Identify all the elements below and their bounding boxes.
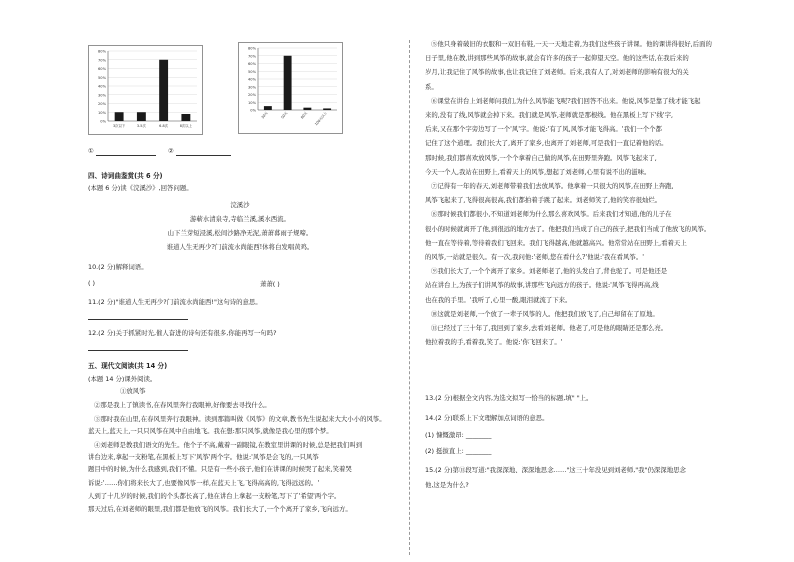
poem-line: 游蕲水清泉寺,寺临兰溪,溪水西流。 <box>190 215 290 223</box>
y-tick-label: 70% <box>248 54 256 59</box>
poem-title: 浣溪沙 <box>230 201 250 209</box>
poem-intro: (本题 6 分)读《浣溪沙》,回答问题。 <box>88 184 193 192</box>
passage-line: 他一直在等待着,等待着我们飞回来。我们飞得越高,他就越高兴。他常常站在田野上,看着天上 <box>425 238 687 247</box>
passage-line: 讲台边来,拿起一支粉笔,在黑板上写下'风筝'两个字。他说:'风筝是会飞的,一只风筝 <box>88 453 319 461</box>
bar-chart-2 <box>238 42 343 134</box>
passage-title: ①放风筝 <box>120 387 146 395</box>
passage-line: 那天过后,在刘老师的眼里,我们都是他放飞的风筝。我们长大了,一个个离开了家乡,飞向远方。 <box>88 505 352 513</box>
bar <box>284 56 292 110</box>
y-tick-label: 20% <box>248 93 256 97</box>
bar <box>137 112 146 121</box>
passage-line: 诉说:'……你们将来长大了,也要像风筝一样,在蓝天上飞,飞得高高的,飞得远远的。' <box>88 479 320 487</box>
y-tick-label: 0% <box>250 108 256 113</box>
chart-label-1: ① <box>88 147 94 155</box>
y-tick-label: 80% <box>98 49 106 54</box>
chart-label-2: ② <box>168 147 174 155</box>
passage-line: 站在讲台上,为孩子们讲风筝的故事,讲那些飞向远方的孩子。他说:'风筝飞得再高,线 <box>425 281 659 290</box>
passage-line: ⑩这就是刘老师,一个放了一辈子风筝的人。他把我们放飞了,自己却留在了原地。 <box>431 309 659 318</box>
passage-line: 也在我的手里。'我听了,心里一酸,眼泪就流了下来。 <box>425 295 572 304</box>
y-tick-label: 40% <box>248 77 256 82</box>
question-14-2: (2) 挺拔直上: ________ <box>425 447 492 455</box>
y-tick-label: 30% <box>248 85 256 90</box>
question-10: 10.(2 分)解释词语。 <box>88 263 148 271</box>
y-tick-label: 60% <box>248 62 256 66</box>
x-tick-label: 6-8次 <box>159 124 169 128</box>
y-tick-label: 40% <box>98 84 106 89</box>
passage-line: ⑤他只身着破旧的衣服和一双旧布鞋,一天一天地走着,为我们这些孩子讲课。他的课讲得很好,后面的 <box>431 40 712 48</box>
passage-line: 蓝天上,蓝天上,一只只风筝在风中自由地飞。我在想:那只风筝,就像是我心里的那个梦。 <box>88 427 333 435</box>
question-11: 11.(2 分)"谁道人生无再少?门前流水尚能西!"这句诗的意思。 <box>88 298 262 306</box>
passage-line: ②那是我上了镇读书,在春风里奔行我眼神,好像要去寻找什么。 <box>94 401 271 409</box>
passage-line: ⑪已经过了三十年了,我回到了家乡,去看刘老师。他老了,可是他的眼睛还是那么亮。 <box>431 324 668 332</box>
passage-line: 很小的时候就离开了他,到很远的地方去了。他把我们当成了自己的孩子,把我们当成了他放飞的风筝。 <box>425 224 711 233</box>
bar <box>159 60 168 121</box>
y-tick-label: 80% <box>248 46 256 51</box>
passage-line: 人到了十几岁的时候,我们的个头都长高了,他在讲台上拿起一支粉笔,写下了'希望'两个字。 <box>88 492 341 500</box>
passage-line: 题目中的时候,为什么我感到,我们不懂。只是有一些小孩子,他们在讲课的时候哭了起来,笑着哭 <box>88 465 352 473</box>
bar-chart-1 <box>88 45 203 135</box>
question-15-continued: 他,这是为什么? <box>425 481 469 489</box>
answer-line <box>176 155 231 156</box>
y-tick-label: 10% <box>248 100 256 105</box>
passage-line: 岁月,让我记住了风筝的故事,也让我记住了刘老师。后来,我有人了,对刘老师的影响有很大的关 <box>425 68 689 77</box>
answer-line <box>96 155 156 156</box>
x-tick-label: 30元 <box>260 111 269 120</box>
question-14: 14.(2 分)联系上下文理解加点词语的意思。 <box>425 414 549 422</box>
column-divider <box>409 40 410 555</box>
bar <box>264 106 272 110</box>
question-10-blank[interactable]: ( ) <box>88 279 96 287</box>
y-tick-label: 20% <box>98 102 106 106</box>
passage-line: ⑧那时候我们都很小,不知道刘老师为什么那么喜欢风筝。后来我们才知道,他的儿子在 <box>431 210 672 219</box>
answer-line[interactable] <box>88 350 188 351</box>
passage-line: 的风筝,一站就是很久。有一次,我问他:'老师,您在看什么?'他说:'我在看风筝。' <box>425 253 644 261</box>
y-tick-label: 30% <box>98 93 106 98</box>
poem-line: 山下兰芽短浸溪,松间沙路净无泥,萧萧暮雨子规啼。 <box>167 229 313 237</box>
passage-line: ④刘老师是教我们语文的先生。他个子不高,戴着一副眼镜,在教室里讲课的时候,总是把我们叫到 <box>94 441 363 449</box>
x-tick-label: 3次以下 <box>112 124 126 128</box>
passage-line: 系。 <box>425 82 438 91</box>
passage-line: 后来,又在那个字旁边写了一个'风'字。他说:'有了风,风筝才能飞得高。'我们一个个都 <box>425 125 662 134</box>
bar <box>323 108 331 110</box>
x-tick-label: 100元以上 <box>314 111 328 127</box>
question-15: 15.(2 分)第⑪段写道:"我深深地、深深地思念……"这三十年没见到刘老师,"我"仍深深地思念 <box>425 466 686 474</box>
modern-intro: (本题 14 分)课外阅读。 <box>88 375 157 383</box>
bar <box>303 108 311 110</box>
passage-line: ⑦记得有一年的春天,刘老师带着我们去放风筝。他拿着一只很大的风筝,在田野上奔跑, <box>431 182 674 190</box>
passage-line: 风筝飞起来了,飞得很高很高,我们都拍着手跳了起来。刘老师笑了,他的笑容很灿烂。 <box>425 196 662 205</box>
y-tick-label: 70% <box>98 58 106 63</box>
x-tick-label: 3-5次 <box>136 124 146 128</box>
bar <box>115 112 124 121</box>
question-12: 12.(2 分)关于抓紧时光,催人奋进的诗句还有很多,你能再写一句吗? <box>88 329 277 337</box>
poem-line: 谁道人生无再少?门前流水尚能西!休将白发唱黄鸡。 <box>166 243 314 251</box>
passage-line: 今天一个人,我站在田野上,看着天上的风筝,想起了刘老师,心里有说不出的滋味。 <box>425 167 651 176</box>
question-13: 13.(2 分)根据全文内容,为选文拟写一恰当的标题,填" "上。 <box>425 394 593 402</box>
x-tick-label: 50元 <box>280 111 289 120</box>
passage-line: 记住了这个道理。我们长大了,离开了家乡,也离开了刘老师,可是我们一直记着他的话。 <box>425 139 668 148</box>
question-14-1: (1) 慷慨激昂: ________ <box>425 431 492 439</box>
passage-line: 来的,没有了线,风筝就会掉下来。我们就是风筝,老师就是那根线。他在黑板上写下'线'字, <box>425 111 674 119</box>
y-tick-label: 50% <box>98 75 106 80</box>
x-tick-label: 80元 <box>300 111 309 120</box>
question-10-term: 萧萧( ) <box>260 280 280 288</box>
passage-line: ⑨我们长大了,一个个离开了家乡。刘老师老了,他的头发白了,背也驼了。可是他还是 <box>431 267 668 276</box>
answer-line[interactable] <box>88 319 188 320</box>
x-tick-label: 8次以上 <box>179 124 193 128</box>
poem-section-heading: 四、诗词曲鉴赏(共 6 分) <box>88 172 163 180</box>
bar <box>181 114 190 121</box>
passage-line: ⑥课堂在讲台上刘老师问我们,为什么风筝能飞呢?我们回答不出来。他说,风筝是靠了线才能飞起 <box>431 96 701 105</box>
y-tick-label: 50% <box>248 69 256 74</box>
passage-line: ③那时我在山里,在春风里奔行我眼神。读到那篇叫做《风筝》的文章,教书先生说起来大大小小的风筝。 <box>94 415 386 423</box>
y-tick-label: 0% <box>100 119 106 124</box>
passage-line: 他拉着我的手,看着我,笑了。他说:'你飞回来了。' <box>425 338 563 347</box>
passage-line: 那时候,我们都喜欢放风筝,一个个拿着自己做的风筝,在田野里奔跑。风筝飞起来了, <box>425 153 657 162</box>
y-tick-label: 10% <box>98 110 106 115</box>
y-tick-label: 60% <box>98 67 106 71</box>
passage-line: 日子里,他在教,讲到那些风筝的故事,就会有许多的孩子一起仰望天空。他的这些话,在我后来的 <box>425 54 689 63</box>
modern-section-heading: 五、现代文阅读(共 14 分) <box>88 362 168 370</box>
